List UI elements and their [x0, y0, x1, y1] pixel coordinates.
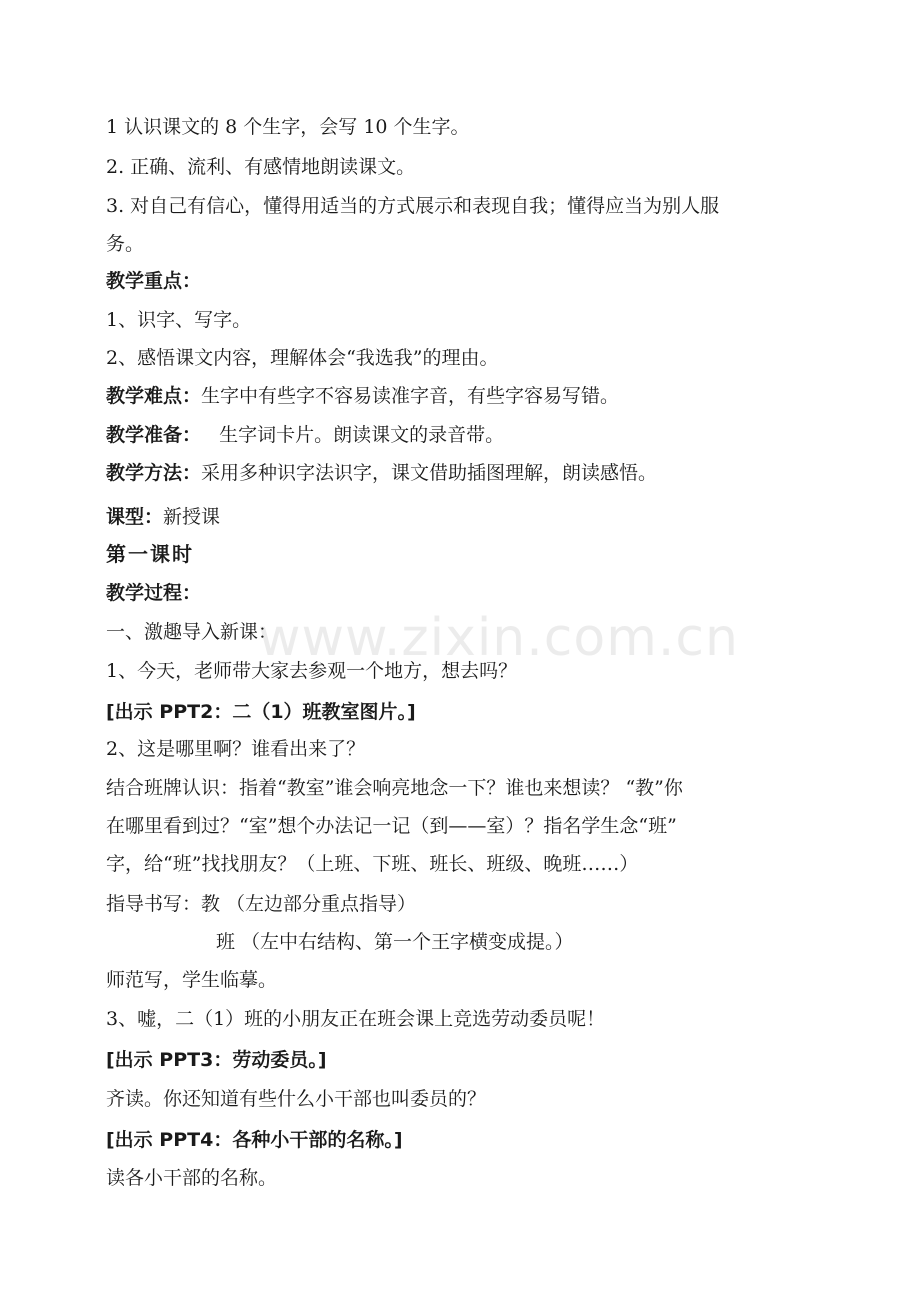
key-point-1: 1、识字、写字。	[106, 309, 252, 331]
key-points-label: 教学重点：	[106, 270, 202, 292]
difficulty-label: 教学难点：	[106, 385, 202, 407]
read-together: 齐读。你还知道有些什么小干部也叫委员的？	[106, 1088, 487, 1110]
objective-3: 3. 对自己有信心，懂得用适当的方式展示和表现自我；懂得应当为别人服	[106, 195, 720, 217]
preparation-line	[106, 422, 504, 448]
lesson-type-label: 课型：	[106, 506, 164, 528]
section-heading: 第一课时	[106, 542, 194, 566]
method-label: 教学方法：	[106, 462, 202, 484]
read-names: 读各小干部的名称。	[106, 1167, 278, 1189]
watermark: www.zixin.com.cn	[258, 608, 739, 668]
lesson-type-line	[106, 504, 220, 530]
preparation-label: 教学准备：	[106, 424, 202, 446]
difficulty-text: 生字中有些字不容易读准字音，有些字容易写错。	[201, 385, 620, 407]
difficulty-line	[106, 383, 619, 409]
lesson-type-text: 新授课	[163, 506, 221, 528]
ppt4-note: [出示 PPT4：各种小干部的名称。]	[106, 1129, 403, 1151]
step-1: 1、今天，老师带大家去参观一个地方，想去吗？	[106, 660, 518, 682]
method-text: 采用多种识字法识字，课文借助插图理解，朗读感悟。	[201, 462, 658, 484]
objective-1: 1 认识课文的 8 个生字，会写 10 个生字。	[106, 116, 470, 138]
ppt2-note: [出示 PPT2：二（1）班教室图片。]	[106, 701, 416, 723]
teacher-demo: 师范写，学生临摹。	[106, 969, 278, 991]
step-2: 2、这是哪里啊？谁看出来了？	[106, 738, 366, 760]
key-point-2: 2、感悟课文内容，理解体会“我选我”的理由。	[106, 347, 499, 369]
step-intro: 一、激趣导入新课：	[106, 621, 278, 643]
paragraph-line-3: 字，给“班”找找朋友？（上班、下班、班长、班级、晚班……）	[106, 853, 639, 875]
preparation-text: 生字词卡片。朗读课文的录音带。	[201, 424, 505, 446]
method-line	[106, 460, 657, 486]
step-3: 3、嘘，二（1）班的小朋友正在班会课上竞选劳动委员呢！	[106, 1008, 606, 1030]
writing-guide-1: 指导书写：教 （左边部分重点指导）	[106, 893, 417, 915]
paragraph-line-1: 结合班牌认识：指着“教室”谁会响亮地念一下？谁也来想读？ “教”你	[106, 777, 683, 799]
process-label: 教学过程：	[106, 582, 202, 604]
ppt3-note: [出示 PPT3：劳动委员。]	[106, 1049, 327, 1071]
objective-2: 2. 正确、流利、有感情地朗读课文。	[106, 156, 416, 178]
paragraph-line-2: 在哪里看到过？“室”想个办法记一记（到——室）？指名学生念“班”	[106, 815, 677, 837]
writing-guide-2: 班 （左中右结构、第一个王字横变成提。）	[216, 931, 574, 953]
objective-3-cont: 务。	[106, 233, 145, 255]
